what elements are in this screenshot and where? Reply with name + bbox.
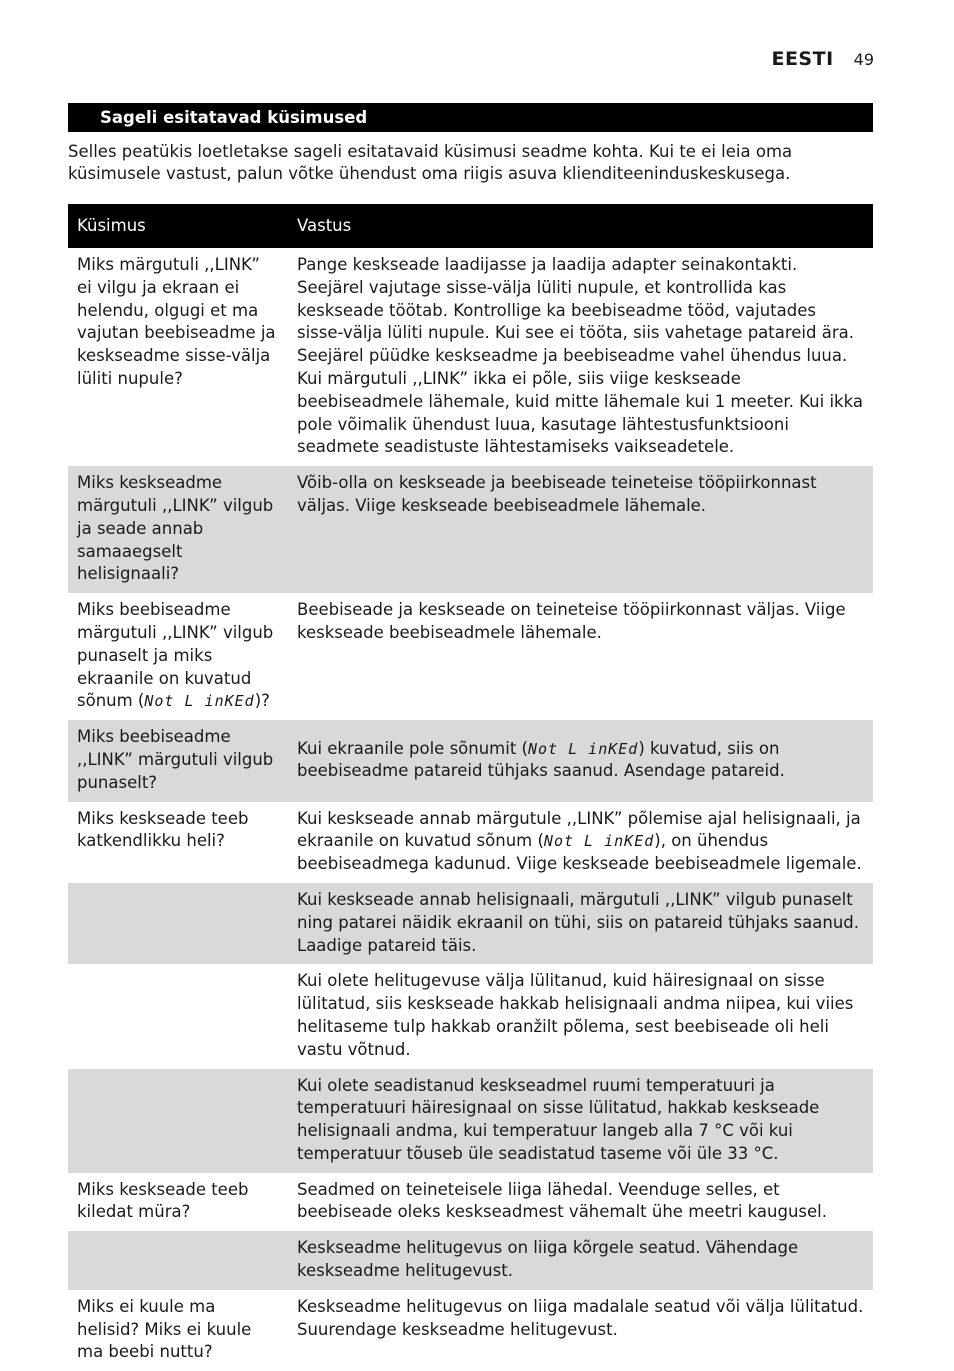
- faq-table: [68, 204, 873, 1371]
- question-cell: [68, 883, 288, 964]
- answer-text-end: ) kuvatud, siis on beebiseadme patareid tühjaks saanud. Asendage patareid.: [297, 738, 785, 781]
- answer-cell: Kui olete helitugevuse välja lülitanud, kuid häiresignaal on sisse lülitatud, siis keskseade hakkab helisignaali andma niipea, kui viies helitaseme tulp hakkab oranžilt põlema, sest beebiseade oli heli vastu võtnud.: [297, 971, 854, 1059]
- answer-cell: Beebiseade ja keskseade on teineteise tööpiirkonnast väljas. Viige keskseade beebiseadmele lähemale.: [297, 600, 846, 642]
- question-cell: Miks keskseadme märgutuli ,,LINK” vilgub ja seade annab samaaegselt helisignaali?: [68, 466, 288, 593]
- table-row: [68, 883, 873, 964]
- answer-cell: Pange keskseade laadijasse ja laadija adapter seinakontakti. Seejärel vajutage sisse-välja lüliti nupule, et kontrollida kas keskseade töötab. Kontrollige ka beebiseadme tööd, vajutades sisse-välja lüliti nupule. Kui see ei tööta, siis vahetage patareid ära. Seejärel püüdke keskseadme ja beebiseadme vahel ühendus luua. Kui märgutuli ,,LINK” ikka ei põle, siis viige keskseade beebiseadmele lähemale, kuid mitte lähemale kui 1 meeter. Kui ikka pole võimalik ühendust luua, kasutage lähtestusfunktsiooni seadmete seadistuste lähtestamiseks vaikseadetele.: [297, 255, 863, 457]
- answer-text-end: ), on ühendus beebiseadmega kadunud. Viige keskseade beebiseadmele ligemale.: [297, 831, 862, 874]
- table-row: [68, 466, 873, 593]
- table-row: [68, 1069, 873, 1173]
- column-header-answer: Vastus: [288, 204, 873, 248]
- table-row: [68, 720, 873, 801]
- answer-cell: Kui olete seadistanud keskseadmel ruumi temperatuuri ja temperatuuri häiresignaal on sisse lülitatud, hakkab keskseade helisignaali andma, kui temperatuur langeb alla 7 °C või kui temperatuur tõuseb üle seadistatud taseme või üle 33 °C.: [288, 1069, 873, 1173]
- page-header: [771, 48, 874, 70]
- question-text: Miks beebiseadme märgutuli ,,LINK” vilgub punaselt ja miks ekraanile on kuvatud sõnum (: [77, 600, 274, 711]
- answer-cell: [288, 720, 873, 801]
- question-cell: Miks ei kuule ma helisid? Miks ei kuule ma beebi nuttu?: [77, 1296, 252, 1362]
- table-row: [68, 964, 873, 1068]
- question-cell: Miks keskseade teeb kiledat müra?: [77, 1179, 249, 1222]
- lcd-message-not-linked: Not L inKEd: [144, 692, 255, 711]
- table-row: [68, 802, 873, 883]
- answer-cell: Seadmed on teineteisele liiga lähedal. Veenduge selles, et beebiseade oleks keskseadmest vähemalt ühe meetri kaugusel.: [297, 1179, 828, 1222]
- table-row: [68, 1173, 873, 1232]
- table-row: [68, 1290, 873, 1371]
- column-header-question: Küsimus: [68, 204, 288, 248]
- section-title: Sageli esitatavad küsimused: [68, 103, 873, 132]
- answer-cell: Võib-olla on keskseade ja beebiseade teineteise tööpiirkonnast väljas. Viige keskseade beebiseadmele lähemale.: [288, 466, 873, 593]
- table-row: [68, 1231, 873, 1290]
- section-intro: Selles peatükis loetletakse sageli esitatavaid küsimusi seadme kohta. Kui te ei leia oma küsimusele vastust, palun võtke ühendust oma riigis asuva klienditeeninduskeskusega.: [68, 142, 793, 183]
- answer-text: Kui keskseade annab märgutule ,,LINK” põlemise ajal helisignaali, ja ekraanile on kuvatud sõnum (: [297, 808, 861, 851]
- answer-text: Kui ekraanile pole sõnumit (: [297, 738, 528, 758]
- answer-cell: Keskseadme helitugevus on liiga kõrgele seatud. Vähendage keskseadme helitugevust.: [288, 1231, 873, 1290]
- question-cell: [68, 1231, 288, 1290]
- answer-cell: Keskseadme helitugevus on liiga madalale seatud või välja lülitatud. Suurendage keskseadme helitugevust.: [297, 1296, 864, 1339]
- question-text-end: )?: [254, 691, 270, 711]
- question-cell: [68, 964, 288, 1068]
- question-cell: Miks märgutuli ,,LINK” ei vilgu ja ekraan ei helendu, olgugi et ma vajutan beebiseadme ja keskseadme sisse-välja lüliti nupule?: [77, 255, 276, 388]
- table-row: [68, 593, 873, 720]
- answer-cell: Kui keskseade annab helisignaali, märgutuli ,,LINK” vilgub punaselt ning patarei näidik ekraanil on tühi, siis on patareid tühjaks saanud. Laadige patareid täis.: [288, 883, 873, 964]
- question-cell: [68, 593, 288, 720]
- language-label: EESTI: [771, 48, 834, 70]
- table-row: [68, 248, 873, 466]
- lcd-message-not-linked: Not L inKEd: [543, 832, 655, 851]
- lcd-message-not-linked: Not L inKEd: [527, 739, 639, 758]
- answer-cell: [288, 802, 873, 883]
- table-header-row: [68, 204, 873, 248]
- question-cell: [68, 1069, 288, 1173]
- page-number: 49: [853, 50, 874, 69]
- question-cell: Miks beebiseadme ,,LINK” märgutuli vilgub punaselt?: [68, 720, 288, 801]
- question-cell: Miks keskseade teeb katkendlikku heli?: [77, 808, 249, 851]
